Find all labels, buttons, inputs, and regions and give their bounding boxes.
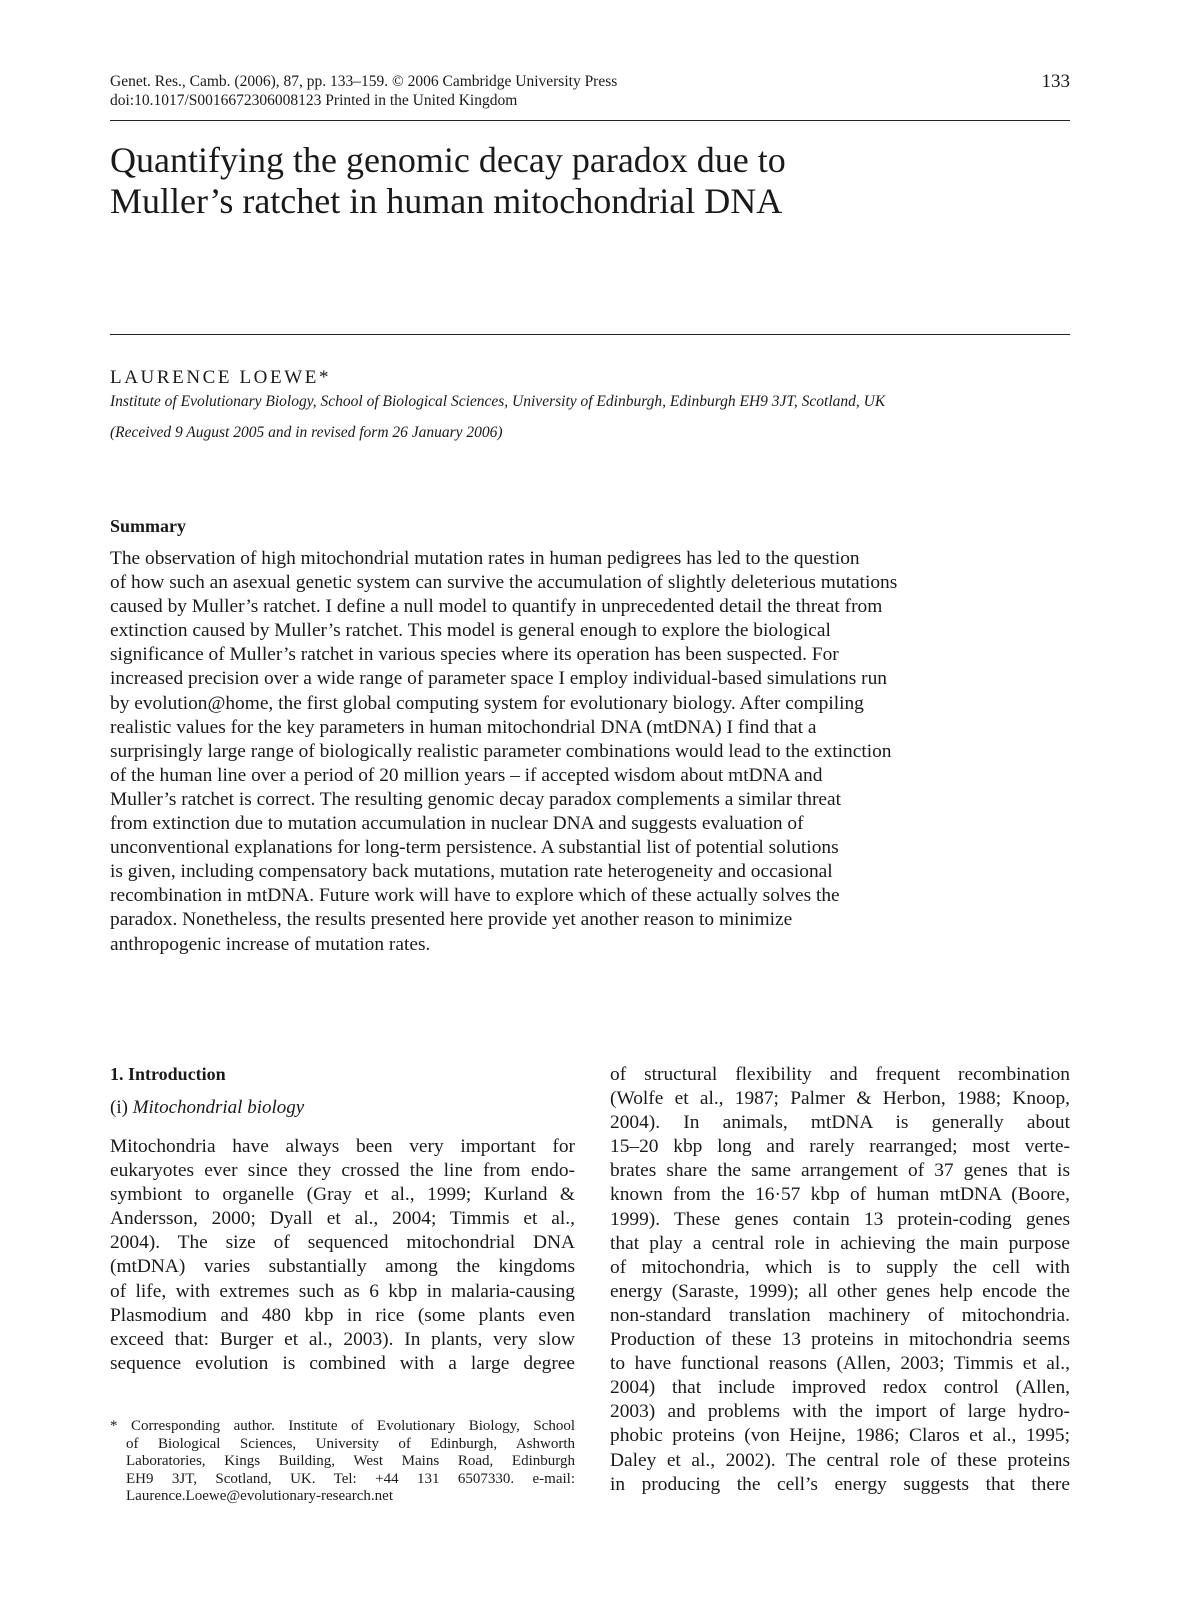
page-number: 133 — [1041, 71, 1070, 92]
article-title — [110, 140, 1070, 222]
summary-line: of the human line over a period of 20 million years – if accepted wisdom about mtDNA and — [110, 764, 823, 786]
body-line: 2004) that include improved redox control (Allen, — [610, 1377, 1070, 1399]
author-affiliation: Institute of Evolutionary Biology, School of Biological Sciences, University of Edinburgh, Edinburgh EH9 3JT, Scotland, UK — [110, 393, 886, 410]
summary-line: extinction caused by Muller’s ratchet. This model is general enough to explore the biological — [110, 620, 831, 642]
body-line: Daley et al., 2002). The central role of these proteins — [610, 1449, 1070, 1471]
summary-text — [110, 547, 990, 957]
subsection-number: (i) — [110, 1097, 128, 1118]
subsection-heading — [110, 1097, 304, 1119]
summary-line: from extinction due to mutation accumulation in nuclear DNA and suggests evaluation of — [110, 813, 804, 835]
summary-line: Muller’s ratchet is correct. The resulting genomic decay paradox complements a similar threat — [110, 788, 842, 810]
body-line: of structural flexibility and frequent recombination — [610, 1064, 1070, 1085]
corresponding-author-footnote — [110, 1418, 575, 1506]
doi-line: doi:10.1017/S0016672306008123 Printed in the United Kingdom — [110, 92, 518, 109]
body-line: (mtDNA) varies substantially among the kingdoms — [110, 1256, 575, 1278]
author-name: LAURENCE LOEWE* — [110, 367, 332, 388]
summary-line: of how such an asexual genetic system can survive the accumulation of slightly deleterious mutations — [110, 572, 898, 594]
header-rule — [110, 120, 1070, 121]
body-line: energy (Saraste, 1999); all other genes help encode the — [610, 1280, 1070, 1302]
body-line: Plasmodium and 480 kbp in rice (some plants even — [110, 1304, 575, 1326]
summary-line: The observation of high mitochondrial mutation rates in human pedigrees has led to the question — [110, 548, 860, 569]
summary-line: recombination in mtDNA. Future work will have to explore which of these actually solves the — [110, 885, 840, 907]
footnote-line: * Corresponding author. Institute of Evolutionary Biology, School — [110, 1418, 575, 1434]
body-line: 15–20 kbp long and rarely rearranged; most verte- — [610, 1136, 1070, 1158]
footnote-line: EH9 3JT, Scotland, UK. Tel: +44 131 6507330. e-mail: — [126, 1470, 575, 1487]
footnote-line: Laurence.Loewe@evolutionary-research.net — [126, 1488, 394, 1504]
footnote-line: of Biological Sciences, University of Edinburgh, Ashworth — [126, 1435, 575, 1452]
body-line: (Wolfe et al., 1987; Palmer & Herbon, 1988; Knoop, — [610, 1088, 1070, 1110]
summary-line: by evolution@home, the first global computing system for evolutionary biology. After compiling — [110, 692, 864, 714]
body-line: brates share the same arrangement of 37 genes that is — [610, 1160, 1070, 1182]
right-column-text — [610, 1063, 1070, 1497]
body-line: of mitochondria, which is to supply the cell with — [610, 1256, 1070, 1278]
title-rule — [110, 334, 1070, 335]
summary-line: surprisingly large range of biologically realistic parameter combinations would lead to the extinction — [110, 740, 892, 762]
summary-line: anthropogenic increase of mutation rates. — [110, 933, 431, 955]
left-column-text — [110, 1135, 575, 1376]
body-line: phobic proteins (von Heijne, 1986; Claros et al., 1995; — [610, 1425, 1070, 1447]
body-line: Mitochondria have always been very important for — [110, 1136, 575, 1157]
summary-line: increased precision over a wide range of parameter space I employ individual-based simulations run — [110, 668, 887, 690]
body-line: exceed that: Burger et al., 2003). In plants, very slow — [110, 1328, 575, 1350]
body-line: sequence evolution is combined with a large degree — [110, 1352, 575, 1374]
citation-line: Genet. Res., Camb. (2006), 87, pp. 133–159. © 2006 Cambridge University Press — [110, 73, 618, 90]
summary-heading: Summary — [110, 516, 186, 536]
body-line: in producing the cell’s energy suggests that there — [610, 1473, 1070, 1495]
summary-line: caused by Muller’s ratchet. I define a null model to quantify in unprecedented detail the threat from — [110, 596, 883, 618]
summary-line: unconventional explanations for long-term persistence. A substantial list of potential solutions — [110, 837, 839, 859]
summary-line: paradox. Nonetheless, the results presented here provide yet another reason to minimize — [110, 909, 793, 931]
footnote-line: Laboratories, Kings Building, West Mains Road, Edinburgh — [126, 1453, 575, 1469]
body-line: known from the 16·57 kbp of human mtDNA (Boore, — [610, 1184, 1070, 1206]
title-line-1: Quantifying the genomic decay paradox due to — [110, 140, 786, 180]
body-line: 2004). The size of sequenced mitochondrial DNA — [110, 1232, 575, 1254]
body-line: of life, with extremes such as 6 kbp in malaria-causing — [110, 1280, 575, 1302]
received-dates: (Received 9 August 2005 and in revised form 26 January 2006) — [110, 424, 503, 441]
body-line: to have functional reasons (Allen, 2003; Timmis et al., — [610, 1353, 1070, 1375]
running-header — [110, 72, 1070, 110]
body-line: non-standard translation machinery of mitochondria. — [610, 1304, 1070, 1326]
body-line: 2003) and problems with the import of large hydro- — [610, 1401, 1070, 1423]
body-line: Production of these 13 proteins in mitochondria seems — [610, 1329, 1070, 1351]
body-line: symbiont to organelle (Gray et al., 1999; Kurland & — [110, 1184, 575, 1206]
section-heading: 1. Introduction — [110, 1064, 226, 1084]
body-line: Andersson, 2000; Dyall et al., 2004; Timmis et al., — [110, 1208, 575, 1230]
summary-line: is given, including compensatory back mutations, mutation rate heterogeneity and occasional — [110, 861, 833, 883]
summary-line: realistic values for the key parameters in human mitochondrial DNA (mtDNA) I find that a — [110, 716, 817, 738]
title-line-2: Muller’s ratchet in human mitochondrial DNA — [110, 181, 783, 221]
body-line: 2004). In animals, mtDNA is generally about — [610, 1112, 1070, 1134]
body-line: eukaryotes ever since they crossed the line from endo- — [110, 1160, 575, 1182]
summary-line: significance of Muller’s ratchet in various species where its operation has been suspected. For — [110, 644, 839, 666]
body-line: 1999). These genes contain 13 protein-coding genes — [610, 1208, 1070, 1230]
subsection-title: Mitochondrial biology — [132, 1097, 305, 1118]
body-line: that play a central role in achieving the main purpose — [610, 1232, 1070, 1254]
